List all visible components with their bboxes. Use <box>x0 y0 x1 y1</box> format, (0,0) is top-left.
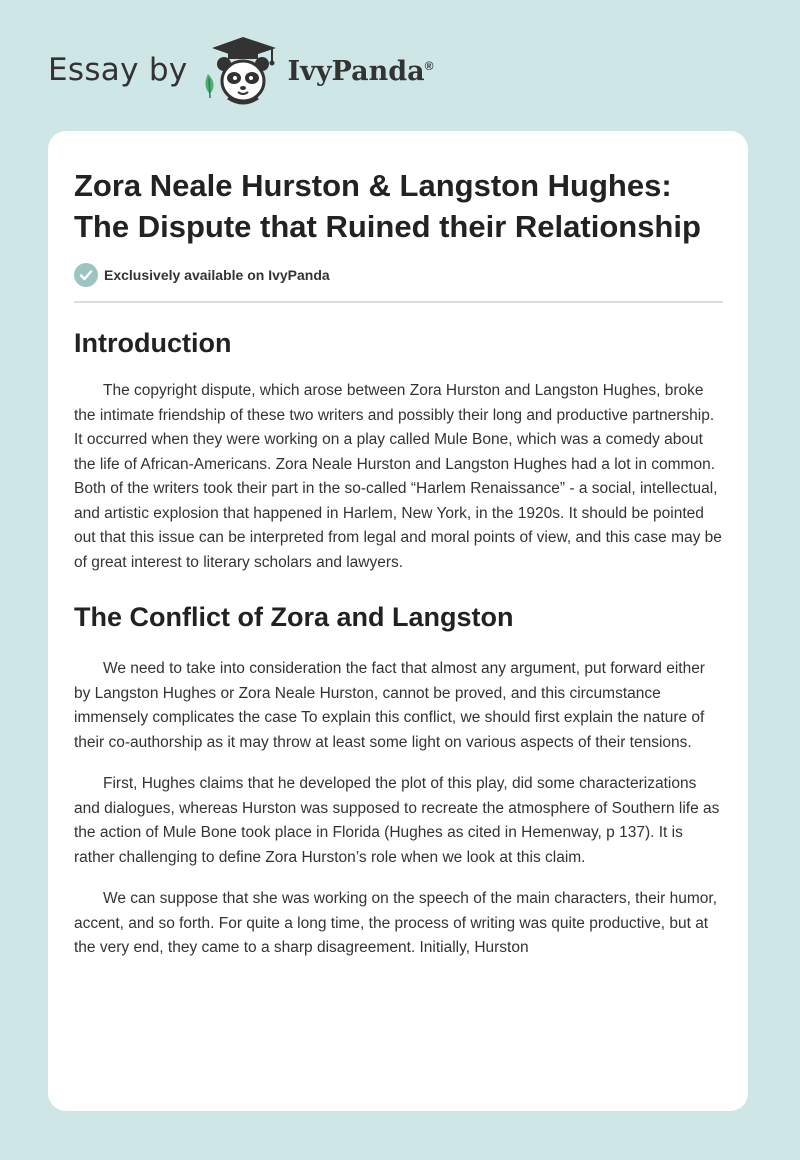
divider <box>74 301 723 303</box>
panda-graduate-icon <box>200 34 286 108</box>
essay-card <box>48 131 748 1111</box>
paragraph: We can suppose that she was working on the speech of the main characters, their humor, accent, and so forth. For quite a long time, the process of writing was quite productive, but at the very end, they came to a sharp disagreement. Initially, Hurston <box>74 890 718 956</box>
paragraph: First, Hughes claims that he developed the plot of this play, did some characterizations and dialogues, whereas Hurston was supposed to recreate the atmosphere of Southern life as the action of Mule Bone took place in Florida (Hughes as cited in Hemenway, p 137). It is rather challenging to define Zora Hurston’s role when we look at this claim. <box>74 775 720 866</box>
ivypanda-wordmark[interactable]: IvyPanda® <box>287 55 434 87</box>
exclusive-badge <box>74 263 724 287</box>
exclusive-label: Exclusively available on IvyPanda <box>104 267 330 283</box>
check-badge-icon <box>74 263 98 287</box>
section-heading-conflict: The Conflict of Zora and Langston <box>74 602 514 632</box>
essay-content <box>74 165 724 961</box>
paragraph: The copyright dispute, which arose between Zora Hurston and Langston Hughes, broke the intimate friendship of these two writers and possibly their long and productive partnership. It occurred when they were working on a play called Mule Bone, which was a comedy about the life of African-Americans. Zora Neale Hurston and Langston Hughes had a lot in common. Both of the writers took their part in the so-called “Harlem Renaissance” - a social, intellectual, and artistic explosion that happened in Harlem, New York, in the 1920s. It should be pointed out that this issue can be interpreted from legal and moral points of view, and this case may be of great interest to literary scholars and lawyers. <box>74 382 722 571</box>
page-title: Zora Neale Hurston & Langston Hughes: The Dispute that Ruined their Relationship <box>74 168 701 244</box>
section-heading-introduction: Introduction <box>74 328 232 358</box>
site-header <box>48 34 468 108</box>
essay-by-label: Essay by <box>48 52 188 88</box>
paragraph: We need to take into consideration the fact that almost any argument, put forward either by Langston Hughes or Zora Neale Hurston, cannot be proved, and this circumstance immensely complicates the case To explain this conflict, we should first explain the nature of their co-authorship as it may throw at least some light on various aspects of their tensions. <box>74 660 705 751</box>
